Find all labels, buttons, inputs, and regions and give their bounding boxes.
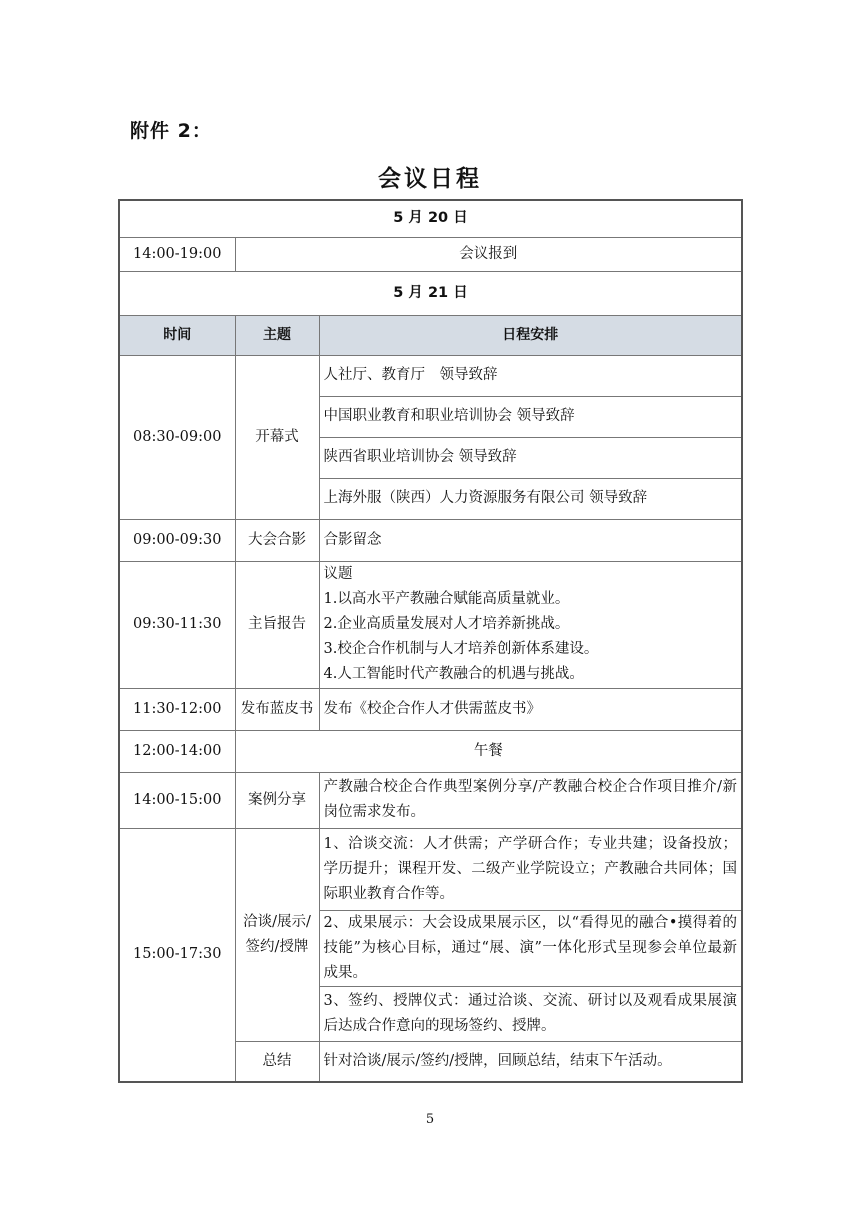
- afternoon-item-1: 1、洽谈交流：人才供需；产学研合作；专业共建；设备投放；学历提升；课程开发、二级产业学院设立；产教融合共同体；国际职业教育合作等。: [319, 828, 742, 910]
- table-row: [119, 519, 742, 561]
- attachment-label: 附件 2：: [130, 120, 212, 142]
- day2-header-row: [119, 271, 742, 315]
- day1-item: 会议报到: [235, 237, 742, 271]
- day1-time: 14:00-19:00: [119, 237, 235, 271]
- cases-time: 14:00-15:00: [119, 772, 235, 828]
- cases-topic: 案例分享: [235, 772, 319, 828]
- afternoon-topic-line2: 签约/授牌: [245, 938, 309, 955]
- afternoon-time: 15:00-17:30: [119, 828, 235, 1082]
- page-title: 会议日程: [378, 166, 482, 192]
- summary-item: 针对洽谈/展示/签约/授牌，回顾总结，结束下午活动。: [319, 1041, 742, 1082]
- photo-time: 09:00-09:30: [119, 519, 235, 561]
- day1-date: 5 月 20 日: [119, 200, 742, 237]
- bluebook-topic: 发布蓝皮书: [235, 688, 319, 730]
- day2-date: 5 月 21 日: [119, 271, 742, 315]
- keynote-line: 2.企业高质量发展对人才培养新挑战。: [323, 616, 570, 632]
- day1-header-row: [119, 200, 742, 237]
- opening-time: 08:30-09:00: [119, 355, 235, 519]
- keynote-line: 议题: [323, 566, 353, 582]
- afternoon-topic: [235, 828, 319, 1041]
- page-number: 5: [425, 1112, 435, 1127]
- photo-topic: 大会合影: [235, 519, 319, 561]
- afternoon-item-3: 3、签约、授牌仪式：通过洽谈、交流、研讨以及观看成果展演后达成合作意向的现场签约、授牌。: [319, 986, 742, 1041]
- keynote-line: 4.人工智能时代产教融合的机遇与挑战。: [323, 666, 584, 682]
- header-schedule: 日程安排: [319, 315, 742, 355]
- keynote-line: 1.以高水平产教融合赋能高质量就业。: [323, 591, 570, 607]
- table-row: [119, 237, 742, 271]
- table-row: [119, 355, 742, 396]
- keynote-items: [319, 561, 742, 688]
- header-time: 时间: [119, 315, 235, 355]
- table-row: [119, 561, 742, 688]
- lunch-item: 午餐: [235, 730, 742, 772]
- opening-topic: 开幕式: [235, 355, 319, 519]
- keynote-line: 3.校企合作机制与人才培养创新体系建设。: [323, 641, 599, 657]
- bluebook-item: 发布《校企合作人才供需蓝皮书》: [319, 688, 742, 730]
- lunch-time: 12:00-14:00: [119, 730, 235, 772]
- opening-item-3: 陕西省职业培训协会 领导致辞: [319, 437, 742, 478]
- table-row: [119, 772, 742, 828]
- afternoon-topic-line1: 洽谈/展示/: [243, 913, 311, 930]
- keynote-topic: 主旨报告: [235, 561, 319, 688]
- schedule-table: [118, 199, 743, 1083]
- opening-item-2: 中国职业教育和职业培训协会 领导致辞: [319, 396, 742, 437]
- keynote-time: 09:30-11:30: [119, 561, 235, 688]
- summary-topic: 总结: [235, 1041, 319, 1082]
- column-header-row: [119, 315, 742, 355]
- opening-item-4: 上海外服（陕西）人力资源服务有限公司 领导致辞: [319, 478, 742, 519]
- cases-item: 产教融合校企合作典型案例分享/产教融合校企合作项目推介/新岗位需求发布。: [319, 772, 742, 828]
- opening-item-1: 人社厅、教育厅 领导致辞: [319, 355, 742, 396]
- table-row: [119, 730, 742, 772]
- photo-item: 合影留念: [319, 519, 742, 561]
- bluebook-time: 11:30-12:00: [119, 688, 235, 730]
- afternoon-item-2: 2、成果展示：大会设成果展示区，以“看得见的融合•摸得着的技能”为核心目标，通过“展、演”一体化形式呈现参会单位最新成果。: [319, 910, 742, 986]
- header-topic: 主题: [235, 315, 319, 355]
- table-row: [119, 688, 742, 730]
- table-row: [119, 828, 742, 910]
